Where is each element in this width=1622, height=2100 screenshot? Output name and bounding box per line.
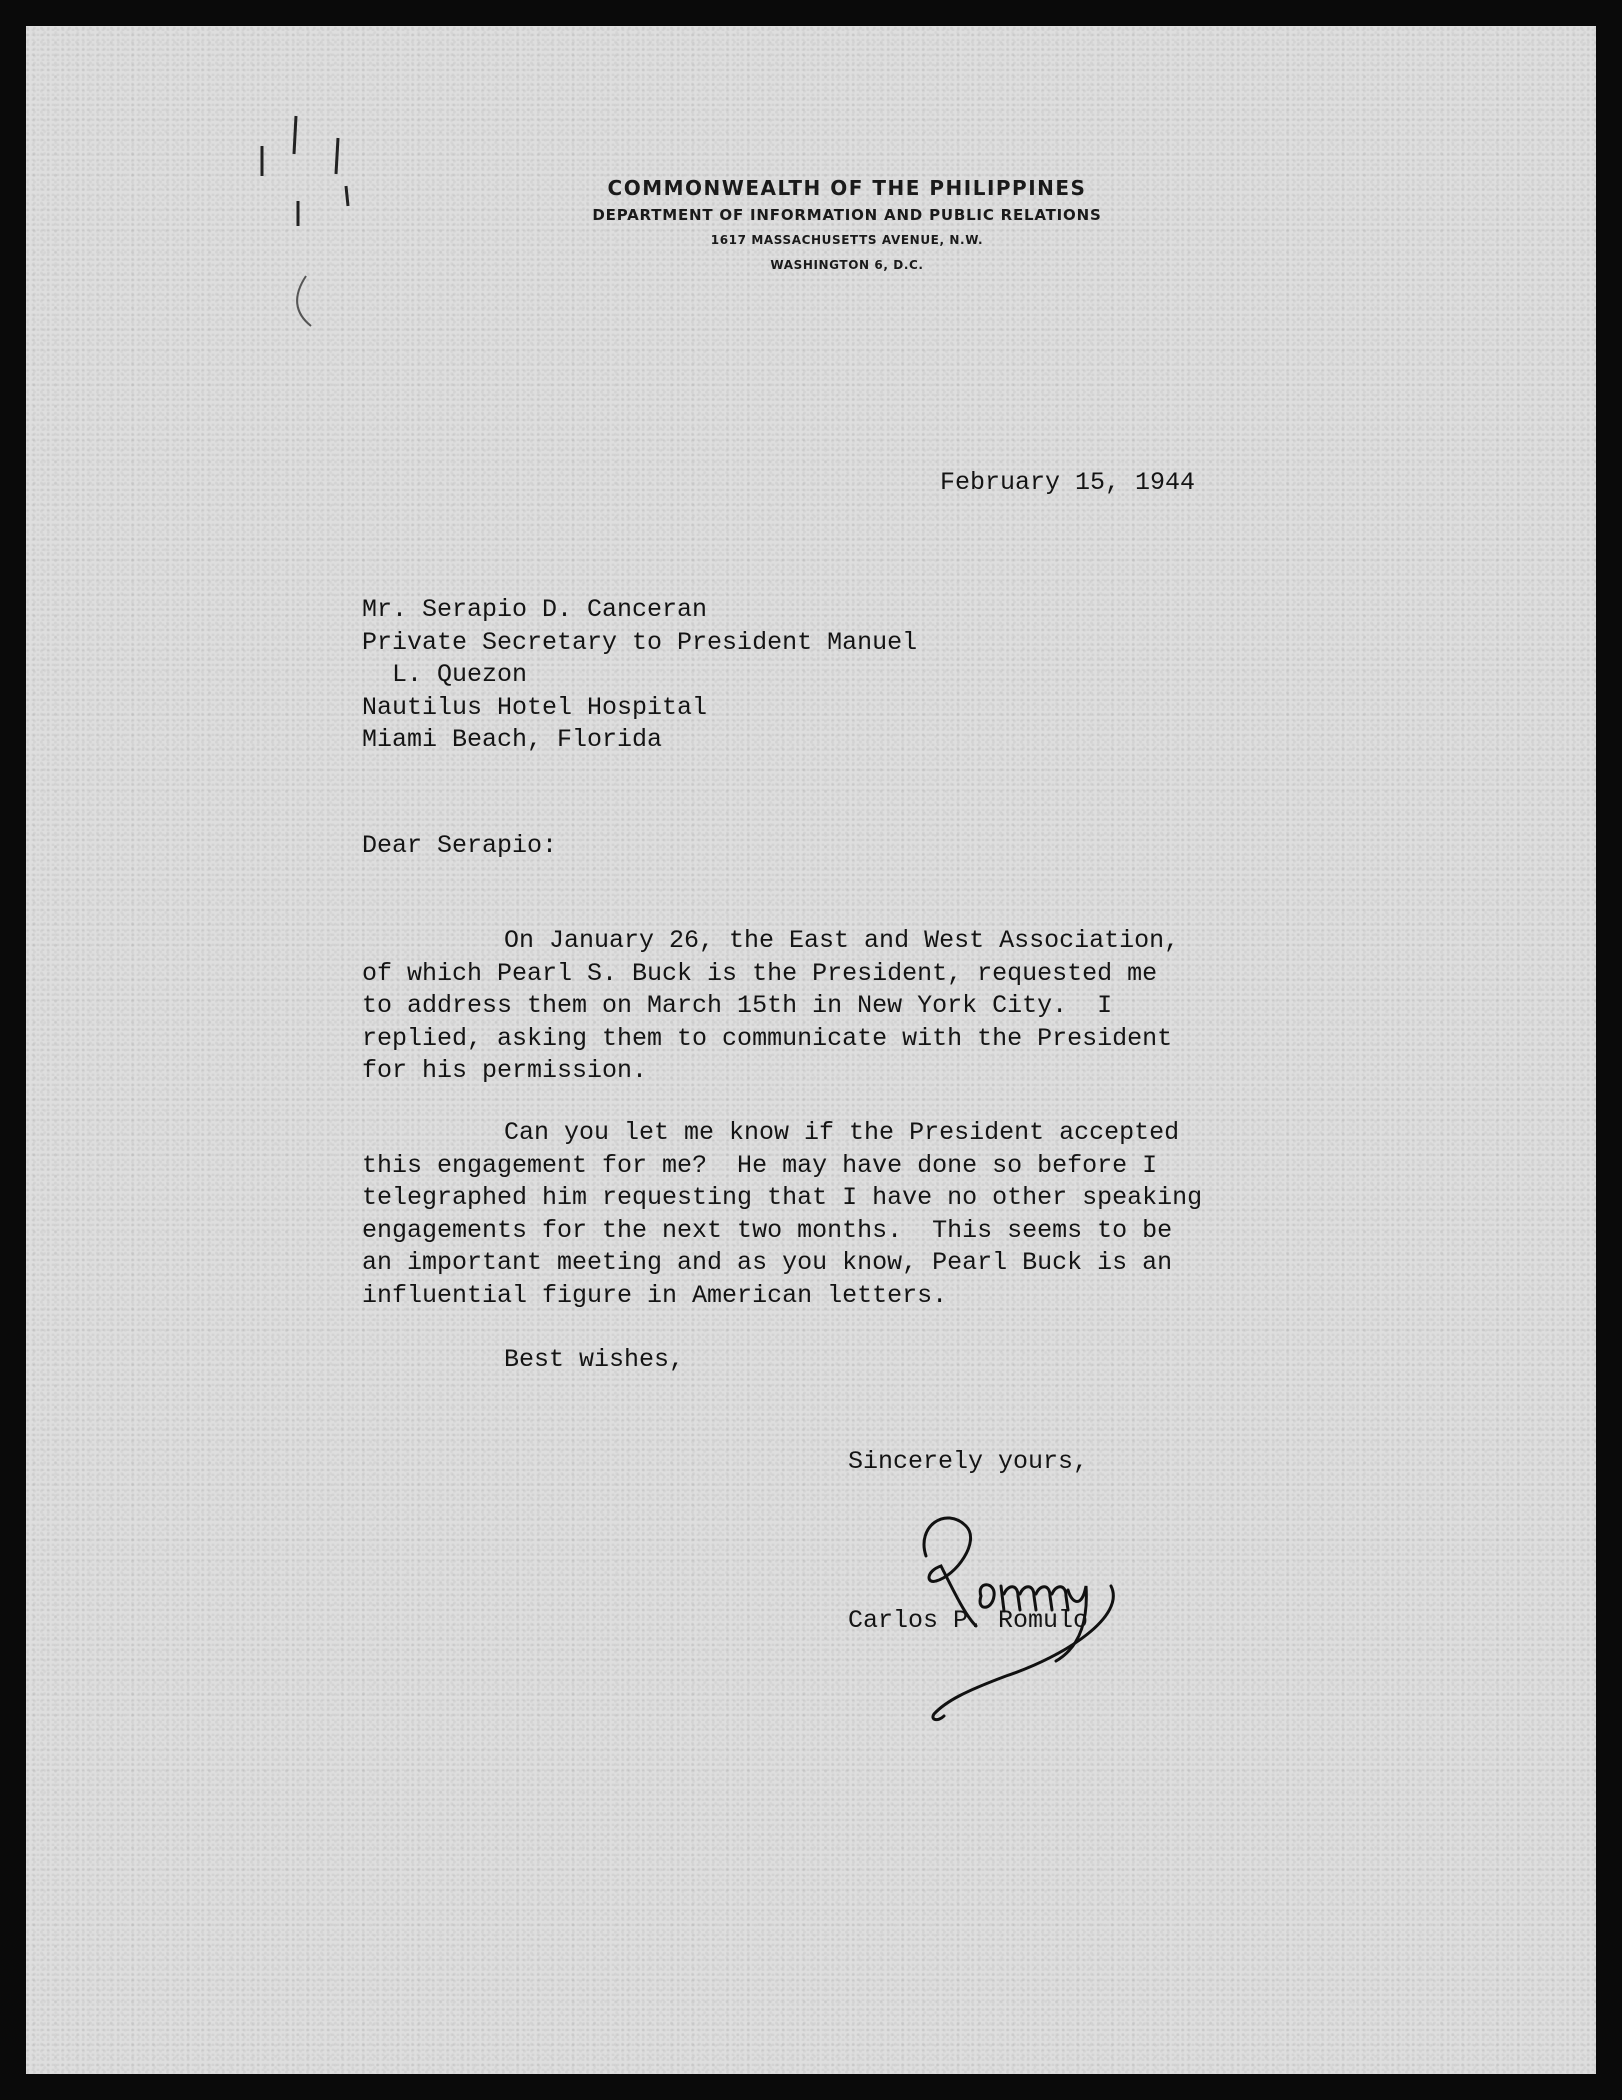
paragraph-line: replied, asking them to communicate with the President: [362, 1023, 1173, 1053]
recipient-title-line1: Private Secretary to President Manuel: [362, 627, 918, 657]
closing-line: Best wishes,: [504, 1345, 685, 1374]
recipient-location: Miami Beach, Florida: [362, 725, 663, 754]
salutation: Dear Serapio:: [362, 831, 558, 860]
recipient-title-line2: L. Quezon: [392, 660, 528, 689]
signer-name: Carlos P. Romulo: [848, 1606, 1089, 1635]
paragraph-line: influential figure in American letters.: [362, 1280, 948, 1310]
body-paragraph-1: [362, 925, 1179, 1088]
recipient-institution: Nautilus Hotel Hospital: [362, 692, 708, 722]
body-paragraph-2: [362, 1117, 1202, 1312]
paragraph-line: Can you let me know if the President accepted: [504, 1118, 1180, 1147]
paragraph-line: to address them on March 15th in New York City. I: [362, 991, 1113, 1020]
letter-date: February 15, 1944: [940, 468, 1196, 497]
recipient-name: Mr. Serapio D. Canceran: [362, 595, 708, 624]
letterhead-organization: COMMONWEALTH OF THE PHILIPPINES: [607, 176, 1087, 200]
paragraph-line: telegraphed him requesting that I have no other speaking: [362, 1183, 1203, 1212]
letter-page: [26, 26, 1596, 2074]
letterhead-department: DEPARTMENT OF INFORMATION AND PUBLIC RELATIONS: [592, 206, 1102, 224]
paragraph-line: for his permission.: [362, 1056, 648, 1085]
sign-off: Sincerely yours,: [848, 1447, 1089, 1476]
letterhead-street: 1617 MASSACHUSETTS AVENUE, N.W.: [710, 233, 984, 247]
recipient-address-block: [362, 594, 917, 757]
paragraph-line: of which Pearl S. Buck is the President, requested me: [362, 958, 1158, 988]
paragraph-line: an important meeting and as you know, Pearl Buck is an: [362, 1248, 1173, 1277]
paragraph-line: On January 26, the East and West Association,: [504, 926, 1180, 955]
paragraph-line: this engagement for me? He may have done so before I: [362, 1150, 1158, 1180]
letterhead-city: WASHINGTON 6, D.C.: [770, 258, 924, 272]
paragraph-line: engagements for the next two months. This seems to be: [362, 1215, 1173, 1245]
